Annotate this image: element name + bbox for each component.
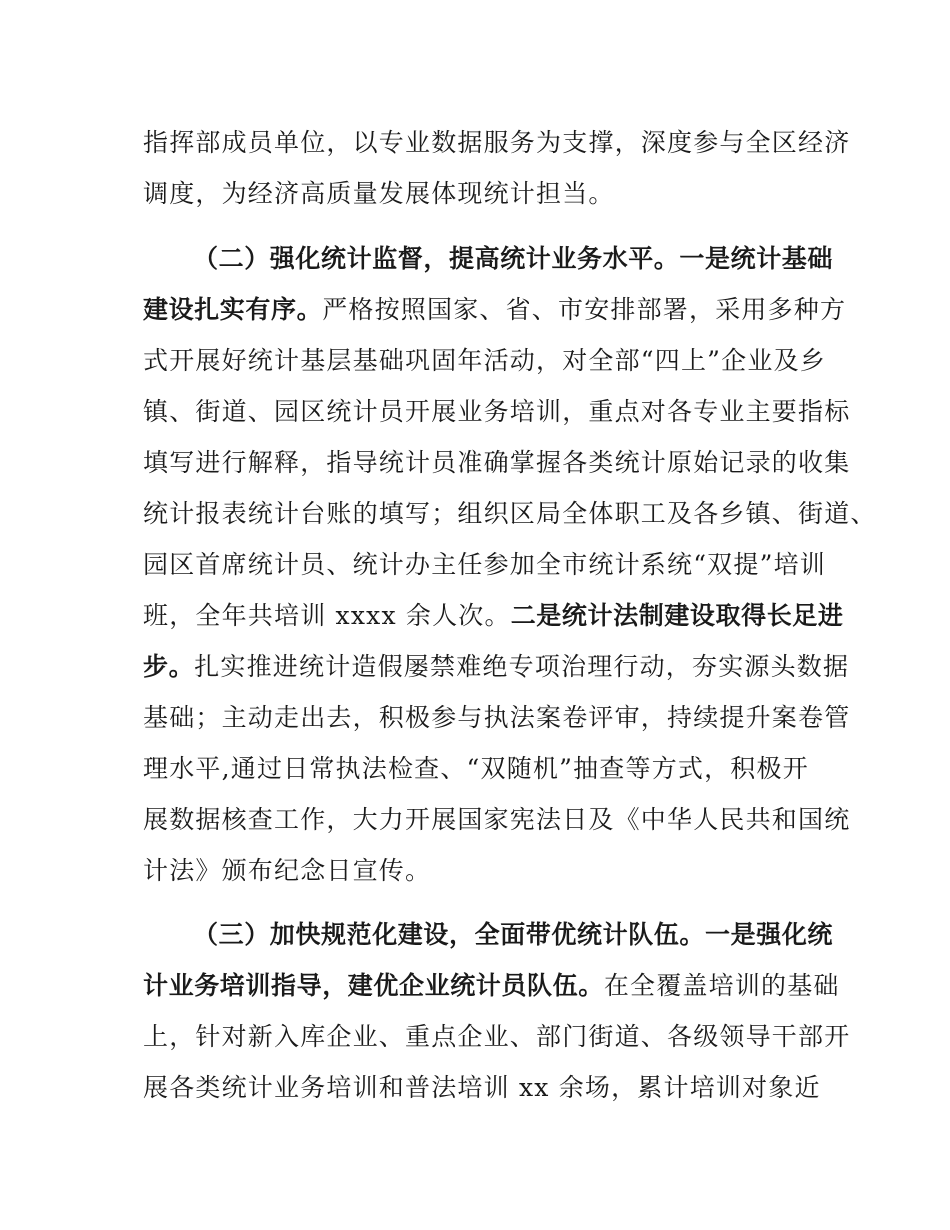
paragraph-line: 填写进行解释，指导统计员准确掌握各类统计原始记录的收集: [143, 448, 851, 477]
body-text: 班，全年共培训 xxxx 余人次。: [143, 601, 511, 630]
subpoint-lead: 建设扎实有序。: [143, 295, 323, 324]
paragraph-line: 统计报表统计台账的填写；组织区局全体职工及各乡镇、街道、: [143, 499, 877, 528]
paragraph-line: 展各类统计业务培训和普法培训 xx 余场，累计培训对象近: [143, 1073, 821, 1102]
paragraph-line: 展数据核查工作，大力开展国家宪法日及《中华人民共和国统: [143, 805, 851, 834]
section-heading-line: [193, 241, 833, 277]
subpoint-lead: 一是强化统: [705, 920, 834, 949]
paragraph-line: 调度，为经济高质量发展体现统计担当。: [143, 179, 615, 208]
section-heading: （三）加快规范化建设，全面带优统计队伍。: [193, 920, 706, 949]
paragraph-line: [143, 968, 840, 1004]
subpoint-lead: 二是统计法制建设取得长足进: [510, 601, 844, 630]
body-text: 扎实推进统计造假屡禁难绝专项治理行动，夯实源头数据: [194, 652, 850, 681]
paragraph-line: [143, 598, 844, 634]
section-heading-line: [193, 917, 833, 953]
paragraph-line: 基础；主动走出去，积极参与执法案卷评审，持续提升案卷管: [143, 703, 851, 732]
paragraph-line: [143, 292, 846, 328]
paragraph-line: [143, 649, 849, 685]
paragraph-line: 式开展好统计基层基础巩固年活动，对全部“四上”企业及乡: [143, 346, 826, 375]
paragraph-line: 上，针对新入库企业、重点企业、部门街道、各级领导干部开: [143, 1022, 851, 1051]
body-text: 严格按照国家、省、市安排部署，采用多种方: [322, 295, 847, 324]
subpoint-lead: 一是统计基础: [679, 244, 834, 273]
paragraph-line: 指挥部成员单位，以专业数据服务为支撑，深度参与全区经济: [143, 128, 851, 157]
paragraph-line: 理水平,通过日常执法检查、“双随机”抽查等方式，积极开: [143, 754, 809, 783]
paragraph-line: 园区首席统计员、统计办主任参加全市统计系统“双提”培训: [143, 550, 826, 579]
subpoint-lead: 计业务培训指导，建优企业统计员队伍。: [143, 971, 604, 1000]
paragraph-line: 计法》颁布纪念日宣传。: [143, 856, 432, 885]
subpoint-lead: 步。: [143, 652, 195, 681]
paragraph-line: 镇、街道、园区统计员开展业务培训，重点对各专业主要指标: [143, 397, 851, 426]
section-heading: （二）强化统计监督，提高统计业务水平。: [193, 244, 680, 273]
body-text: 在全覆盖培训的基础: [603, 971, 840, 1000]
